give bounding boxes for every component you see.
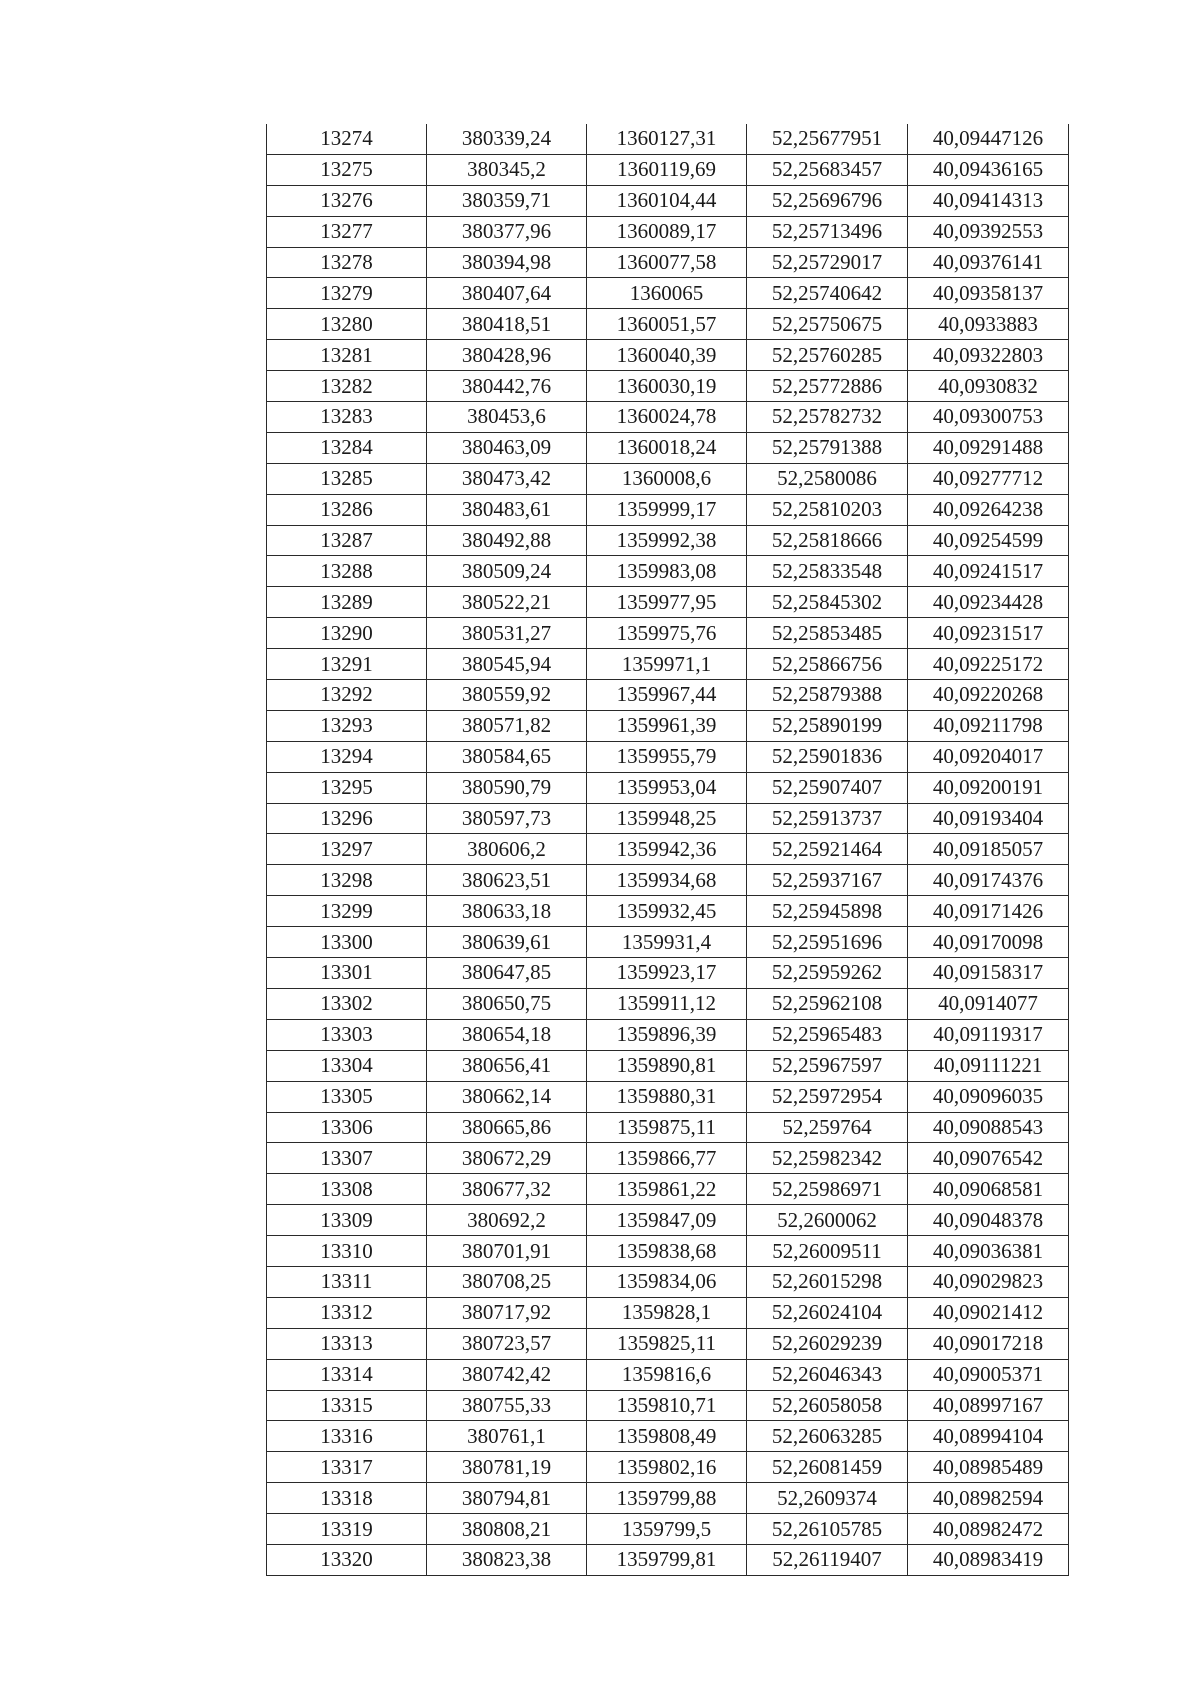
latitude-cell: 52,25833548	[747, 556, 908, 587]
x-coordinate-cell: 380701,91	[427, 1236, 587, 1267]
x-coordinate-cell: 380597,73	[427, 803, 587, 834]
longitude-cell: 40,09264238	[908, 494, 1069, 525]
longitude-cell: 40,09171426	[908, 896, 1069, 927]
x-coordinate-cell: 380571,82	[427, 710, 587, 741]
x-coordinate-cell: 380509,24	[427, 556, 587, 587]
latitude-cell: 52,25982342	[747, 1143, 908, 1174]
latitude-cell: 52,25937167	[747, 865, 908, 896]
table-row	[267, 803, 1069, 834]
x-coordinate-cell: 380761,1	[427, 1421, 587, 1452]
table-row	[267, 649, 1069, 680]
x-coordinate-cell: 380742,42	[427, 1359, 587, 1390]
x-coordinate-cell: 380394,98	[427, 247, 587, 278]
point-number-cell: 13320	[267, 1544, 427, 1575]
y-coordinate-cell: 1360024,78	[587, 402, 747, 433]
x-coordinate-cell: 380656,41	[427, 1050, 587, 1081]
point-number-cell: 13310	[267, 1236, 427, 1267]
y-coordinate-cell: 1359923,17	[587, 958, 747, 989]
longitude-cell: 40,09200191	[908, 772, 1069, 803]
y-coordinate-cell: 1359911,12	[587, 988, 747, 1019]
latitude-cell: 52,26058058	[747, 1390, 908, 1421]
table-row	[267, 402, 1069, 433]
y-coordinate-cell: 1359828,1	[587, 1297, 747, 1328]
table-row	[267, 896, 1069, 927]
longitude-cell: 40,09185057	[908, 834, 1069, 865]
longitude-cell: 40,09231517	[908, 618, 1069, 649]
latitude-cell: 52,25750675	[747, 309, 908, 340]
x-coordinate-cell: 380723,57	[427, 1328, 587, 1359]
y-coordinate-cell: 1359825,11	[587, 1328, 747, 1359]
latitude-cell: 52,26015298	[747, 1266, 908, 1297]
latitude-cell: 52,25921464	[747, 834, 908, 865]
point-number-cell: 13296	[267, 803, 427, 834]
coordinates-table-body	[267, 124, 1069, 1575]
point-number-cell: 13313	[267, 1328, 427, 1359]
table-row	[267, 1483, 1069, 1514]
x-coordinate-cell: 380639,61	[427, 927, 587, 958]
y-coordinate-cell: 1359799,5	[587, 1514, 747, 1545]
latitude-cell: 52,259764	[747, 1112, 908, 1143]
point-number-cell: 13301	[267, 958, 427, 989]
longitude-cell: 40,09096035	[908, 1081, 1069, 1112]
latitude-cell: 52,25696796	[747, 185, 908, 216]
latitude-cell: 52,26105785	[747, 1514, 908, 1545]
point-number-cell: 13291	[267, 649, 427, 680]
longitude-cell: 40,09005371	[908, 1359, 1069, 1390]
y-coordinate-cell: 1360119,69	[587, 154, 747, 185]
y-coordinate-cell: 1360089,17	[587, 216, 747, 247]
x-coordinate-cell: 380345,2	[427, 154, 587, 185]
x-coordinate-cell: 380377,96	[427, 216, 587, 247]
x-coordinate-cell: 380339,24	[427, 124, 587, 154]
y-coordinate-cell: 1360008,6	[587, 463, 747, 494]
x-coordinate-cell: 380483,61	[427, 494, 587, 525]
x-coordinate-cell: 380662,14	[427, 1081, 587, 1112]
latitude-cell: 52,2600062	[747, 1205, 908, 1236]
latitude-cell: 52,25818666	[747, 525, 908, 556]
x-coordinate-cell: 380442,76	[427, 371, 587, 402]
longitude-cell: 40,08997167	[908, 1390, 1069, 1421]
latitude-cell: 52,25810203	[747, 494, 908, 525]
longitude-cell: 40,09076542	[908, 1143, 1069, 1174]
x-coordinate-cell: 380623,51	[427, 865, 587, 896]
longitude-cell: 40,09211798	[908, 710, 1069, 741]
longitude-cell: 40,09436165	[908, 154, 1069, 185]
longitude-cell: 40,09036381	[908, 1236, 1069, 1267]
latitude-cell: 52,25713496	[747, 216, 908, 247]
longitude-cell: 40,0933883	[908, 309, 1069, 340]
y-coordinate-cell: 1360030,19	[587, 371, 747, 402]
point-number-cell: 13295	[267, 772, 427, 803]
y-coordinate-cell: 1360077,58	[587, 247, 747, 278]
x-coordinate-cell: 380559,92	[427, 680, 587, 711]
longitude-cell: 40,09220268	[908, 680, 1069, 711]
y-coordinate-cell: 1359890,81	[587, 1050, 747, 1081]
y-coordinate-cell: 1359942,36	[587, 834, 747, 865]
table-row	[267, 865, 1069, 896]
longitude-cell: 40,09322803	[908, 340, 1069, 371]
latitude-cell: 52,25853485	[747, 618, 908, 649]
latitude-cell: 52,25729017	[747, 247, 908, 278]
latitude-cell: 52,25959262	[747, 958, 908, 989]
longitude-cell: 40,09241517	[908, 556, 1069, 587]
longitude-cell: 40,08994104	[908, 1421, 1069, 1452]
y-coordinate-cell: 1359971,1	[587, 649, 747, 680]
y-coordinate-cell: 1359810,71	[587, 1390, 747, 1421]
longitude-cell: 40,09447126	[908, 124, 1069, 154]
x-coordinate-cell: 380453,6	[427, 402, 587, 433]
table-row	[267, 1328, 1069, 1359]
table-row	[267, 463, 1069, 494]
longitude-cell: 40,09414313	[908, 185, 1069, 216]
point-number-cell: 13277	[267, 216, 427, 247]
x-coordinate-cell: 380755,33	[427, 1390, 587, 1421]
point-number-cell: 13276	[267, 185, 427, 216]
x-coordinate-cell: 380794,81	[427, 1483, 587, 1514]
table-row	[267, 927, 1069, 958]
table-row	[267, 958, 1069, 989]
point-number-cell: 13299	[267, 896, 427, 927]
latitude-cell: 52,26081459	[747, 1452, 908, 1483]
point-number-cell: 13302	[267, 988, 427, 1019]
longitude-cell: 40,09170098	[908, 927, 1069, 958]
table-row	[267, 1050, 1069, 1081]
point-number-cell: 13304	[267, 1050, 427, 1081]
y-coordinate-cell: 1360018,24	[587, 432, 747, 463]
point-number-cell: 13317	[267, 1452, 427, 1483]
y-coordinate-cell: 1359999,17	[587, 494, 747, 525]
y-coordinate-cell: 1360104,44	[587, 185, 747, 216]
x-coordinate-cell: 380359,71	[427, 185, 587, 216]
latitude-cell: 52,25972954	[747, 1081, 908, 1112]
longitude-cell: 40,09392553	[908, 216, 1069, 247]
x-coordinate-cell: 380407,64	[427, 278, 587, 309]
latitude-cell: 52,2580086	[747, 463, 908, 494]
longitude-cell: 40,08983419	[908, 1544, 1069, 1575]
x-coordinate-cell: 380463,09	[427, 432, 587, 463]
longitude-cell: 40,0914077	[908, 988, 1069, 1019]
latitude-cell: 52,26119407	[747, 1544, 908, 1575]
point-number-cell: 13309	[267, 1205, 427, 1236]
coordinates-table	[266, 124, 1069, 1576]
point-number-cell: 13300	[267, 927, 427, 958]
longitude-cell: 40,09300753	[908, 402, 1069, 433]
latitude-cell: 52,25677951	[747, 124, 908, 154]
x-coordinate-cell: 380677,32	[427, 1174, 587, 1205]
x-coordinate-cell: 380492,88	[427, 525, 587, 556]
table-row	[267, 1019, 1069, 1050]
point-number-cell: 13293	[267, 710, 427, 741]
x-coordinate-cell: 380781,19	[427, 1452, 587, 1483]
table-row	[267, 185, 1069, 216]
table-row	[267, 525, 1069, 556]
table-row	[267, 1359, 1069, 1390]
longitude-cell: 40,08985489	[908, 1452, 1069, 1483]
latitude-cell: 52,25907407	[747, 772, 908, 803]
x-coordinate-cell: 380633,18	[427, 896, 587, 927]
x-coordinate-cell: 380672,29	[427, 1143, 587, 1174]
x-coordinate-cell: 380708,25	[427, 1266, 587, 1297]
point-number-cell: 13285	[267, 463, 427, 494]
point-number-cell: 13274	[267, 124, 427, 154]
point-number-cell: 13283	[267, 402, 427, 433]
point-number-cell: 13294	[267, 741, 427, 772]
longitude-cell: 40,08982594	[908, 1483, 1069, 1514]
table-row	[267, 772, 1069, 803]
y-coordinate-cell: 1359948,25	[587, 803, 747, 834]
table-row	[267, 278, 1069, 309]
longitude-cell: 40,09204017	[908, 741, 1069, 772]
table-row	[267, 432, 1069, 463]
y-coordinate-cell: 1359896,39	[587, 1019, 747, 1050]
point-number-cell: 13298	[267, 865, 427, 896]
longitude-cell: 40,09158317	[908, 958, 1069, 989]
latitude-cell: 52,26046343	[747, 1359, 908, 1390]
table-row	[267, 556, 1069, 587]
table-row	[267, 247, 1069, 278]
table-row	[267, 1421, 1069, 1452]
table-row	[267, 710, 1069, 741]
longitude-cell: 40,09048378	[908, 1205, 1069, 1236]
table-row	[267, 1544, 1069, 1575]
x-coordinate-cell: 380418,51	[427, 309, 587, 340]
table-row	[267, 154, 1069, 185]
latitude-cell: 52,2609374	[747, 1483, 908, 1514]
longitude-cell: 40,09111221	[908, 1050, 1069, 1081]
point-number-cell: 13278	[267, 247, 427, 278]
latitude-cell: 52,25967597	[747, 1050, 908, 1081]
point-number-cell: 13289	[267, 587, 427, 618]
x-coordinate-cell: 380428,96	[427, 340, 587, 371]
table-row	[267, 340, 1069, 371]
point-number-cell: 13318	[267, 1483, 427, 1514]
y-coordinate-cell: 1359934,68	[587, 865, 747, 896]
table-row	[267, 1112, 1069, 1143]
longitude-cell: 40,09376141	[908, 247, 1069, 278]
latitude-cell: 52,25951696	[747, 927, 908, 958]
y-coordinate-cell: 1360040,39	[587, 340, 747, 371]
table-row	[267, 1205, 1069, 1236]
y-coordinate-cell: 1359861,22	[587, 1174, 747, 1205]
point-number-cell: 13319	[267, 1514, 427, 1545]
x-coordinate-cell: 380823,38	[427, 1544, 587, 1575]
table-row	[267, 618, 1069, 649]
table-row	[267, 1452, 1069, 1483]
table-row	[267, 834, 1069, 865]
latitude-cell: 52,25901836	[747, 741, 908, 772]
table-row	[267, 1297, 1069, 1328]
x-coordinate-cell: 380808,21	[427, 1514, 587, 1545]
table-row	[267, 1143, 1069, 1174]
table-row	[267, 1174, 1069, 1205]
latitude-cell: 52,25760285	[747, 340, 908, 371]
x-coordinate-cell: 380606,2	[427, 834, 587, 865]
y-coordinate-cell: 1359977,95	[587, 587, 747, 618]
x-coordinate-cell: 380654,18	[427, 1019, 587, 1050]
latitude-cell: 52,25740642	[747, 278, 908, 309]
point-number-cell: 13290	[267, 618, 427, 649]
y-coordinate-cell: 1359866,77	[587, 1143, 747, 1174]
x-coordinate-cell: 380650,75	[427, 988, 587, 1019]
point-number-cell: 13316	[267, 1421, 427, 1452]
y-coordinate-cell: 1360127,31	[587, 124, 747, 154]
longitude-cell: 40,09021412	[908, 1297, 1069, 1328]
longitude-cell: 40,09193404	[908, 803, 1069, 834]
longitude-cell: 40,09017218	[908, 1328, 1069, 1359]
point-number-cell: 13314	[267, 1359, 427, 1390]
latitude-cell: 52,26009511	[747, 1236, 908, 1267]
y-coordinate-cell: 1359880,31	[587, 1081, 747, 1112]
longitude-cell: 40,08982472	[908, 1514, 1069, 1545]
x-coordinate-cell: 380717,92	[427, 1297, 587, 1328]
y-coordinate-cell: 1360051,57	[587, 309, 747, 340]
point-number-cell: 13305	[267, 1081, 427, 1112]
table-row	[267, 988, 1069, 1019]
x-coordinate-cell: 380647,85	[427, 958, 587, 989]
latitude-cell: 52,25962108	[747, 988, 908, 1019]
latitude-cell: 52,25986971	[747, 1174, 908, 1205]
latitude-cell: 52,26024104	[747, 1297, 908, 1328]
latitude-cell: 52,25782732	[747, 402, 908, 433]
point-number-cell: 13311	[267, 1266, 427, 1297]
y-coordinate-cell: 1360065	[587, 278, 747, 309]
table-row	[267, 494, 1069, 525]
table-row	[267, 309, 1069, 340]
x-coordinate-cell: 380584,65	[427, 741, 587, 772]
longitude-cell: 40,09254599	[908, 525, 1069, 556]
point-number-cell: 13280	[267, 309, 427, 340]
latitude-cell: 52,25913737	[747, 803, 908, 834]
longitude-cell: 40,09291488	[908, 432, 1069, 463]
y-coordinate-cell: 1359834,06	[587, 1266, 747, 1297]
y-coordinate-cell: 1359847,09	[587, 1205, 747, 1236]
longitude-cell: 40,09068581	[908, 1174, 1069, 1205]
y-coordinate-cell: 1359955,79	[587, 741, 747, 772]
latitude-cell: 52,26029239	[747, 1328, 908, 1359]
latitude-cell: 52,25965483	[747, 1019, 908, 1050]
point-number-cell: 13287	[267, 525, 427, 556]
point-number-cell: 13286	[267, 494, 427, 525]
point-number-cell: 13288	[267, 556, 427, 587]
y-coordinate-cell: 1359967,44	[587, 680, 747, 711]
latitude-cell: 52,25845302	[747, 587, 908, 618]
point-number-cell: 13315	[267, 1390, 427, 1421]
table-row	[267, 1266, 1069, 1297]
table-row	[267, 216, 1069, 247]
table-row	[267, 680, 1069, 711]
point-number-cell: 13312	[267, 1297, 427, 1328]
point-number-cell: 13303	[267, 1019, 427, 1050]
point-number-cell: 13307	[267, 1143, 427, 1174]
table-row	[267, 587, 1069, 618]
y-coordinate-cell: 1359816,6	[587, 1359, 747, 1390]
point-number-cell: 13282	[267, 371, 427, 402]
point-number-cell: 13292	[267, 680, 427, 711]
x-coordinate-cell: 380665,86	[427, 1112, 587, 1143]
x-coordinate-cell: 380531,27	[427, 618, 587, 649]
y-coordinate-cell: 1359808,49	[587, 1421, 747, 1452]
point-number-cell: 13284	[267, 432, 427, 463]
y-coordinate-cell: 1359992,38	[587, 525, 747, 556]
table-row	[267, 1390, 1069, 1421]
longitude-cell: 40,09088543	[908, 1112, 1069, 1143]
longitude-cell: 40,09119317	[908, 1019, 1069, 1050]
y-coordinate-cell: 1359802,16	[587, 1452, 747, 1483]
y-coordinate-cell: 1359983,08	[587, 556, 747, 587]
y-coordinate-cell: 1359953,04	[587, 772, 747, 803]
table-row	[267, 1514, 1069, 1545]
y-coordinate-cell: 1359975,76	[587, 618, 747, 649]
y-coordinate-cell: 1359932,45	[587, 896, 747, 927]
x-coordinate-cell: 380522,21	[427, 587, 587, 618]
x-coordinate-cell: 380545,94	[427, 649, 587, 680]
latitude-cell: 52,25879388	[747, 680, 908, 711]
latitude-cell: 52,25890199	[747, 710, 908, 741]
point-number-cell: 13279	[267, 278, 427, 309]
longitude-cell: 40,09225172	[908, 649, 1069, 680]
point-number-cell: 13297	[267, 834, 427, 865]
y-coordinate-cell: 1359961,39	[587, 710, 747, 741]
latitude-cell: 52,25791388	[747, 432, 908, 463]
longitude-cell: 40,0930832	[908, 371, 1069, 402]
longitude-cell: 40,09029823	[908, 1266, 1069, 1297]
y-coordinate-cell: 1359838,68	[587, 1236, 747, 1267]
table-row	[267, 1236, 1069, 1267]
longitude-cell: 40,09234428	[908, 587, 1069, 618]
latitude-cell: 52,25772886	[747, 371, 908, 402]
y-coordinate-cell: 1359799,81	[587, 1544, 747, 1575]
y-coordinate-cell: 1359931,4	[587, 927, 747, 958]
point-number-cell: 13306	[267, 1112, 427, 1143]
latitude-cell: 52,25683457	[747, 154, 908, 185]
point-number-cell: 13275	[267, 154, 427, 185]
longitude-cell: 40,09358137	[908, 278, 1069, 309]
latitude-cell: 52,26063285	[747, 1421, 908, 1452]
point-number-cell: 13281	[267, 340, 427, 371]
latitude-cell: 52,25866756	[747, 649, 908, 680]
latitude-cell: 52,25945898	[747, 896, 908, 927]
y-coordinate-cell: 1359875,11	[587, 1112, 747, 1143]
longitude-cell: 40,09174376	[908, 865, 1069, 896]
point-number-cell: 13308	[267, 1174, 427, 1205]
table-row	[267, 124, 1069, 154]
longitude-cell: 40,09277712	[908, 463, 1069, 494]
x-coordinate-cell: 380692,2	[427, 1205, 587, 1236]
table-row	[267, 741, 1069, 772]
y-coordinate-cell: 1359799,88	[587, 1483, 747, 1514]
x-coordinate-cell: 380590,79	[427, 772, 587, 803]
x-coordinate-cell: 380473,42	[427, 463, 587, 494]
table-row	[267, 371, 1069, 402]
table-row	[267, 1081, 1069, 1112]
